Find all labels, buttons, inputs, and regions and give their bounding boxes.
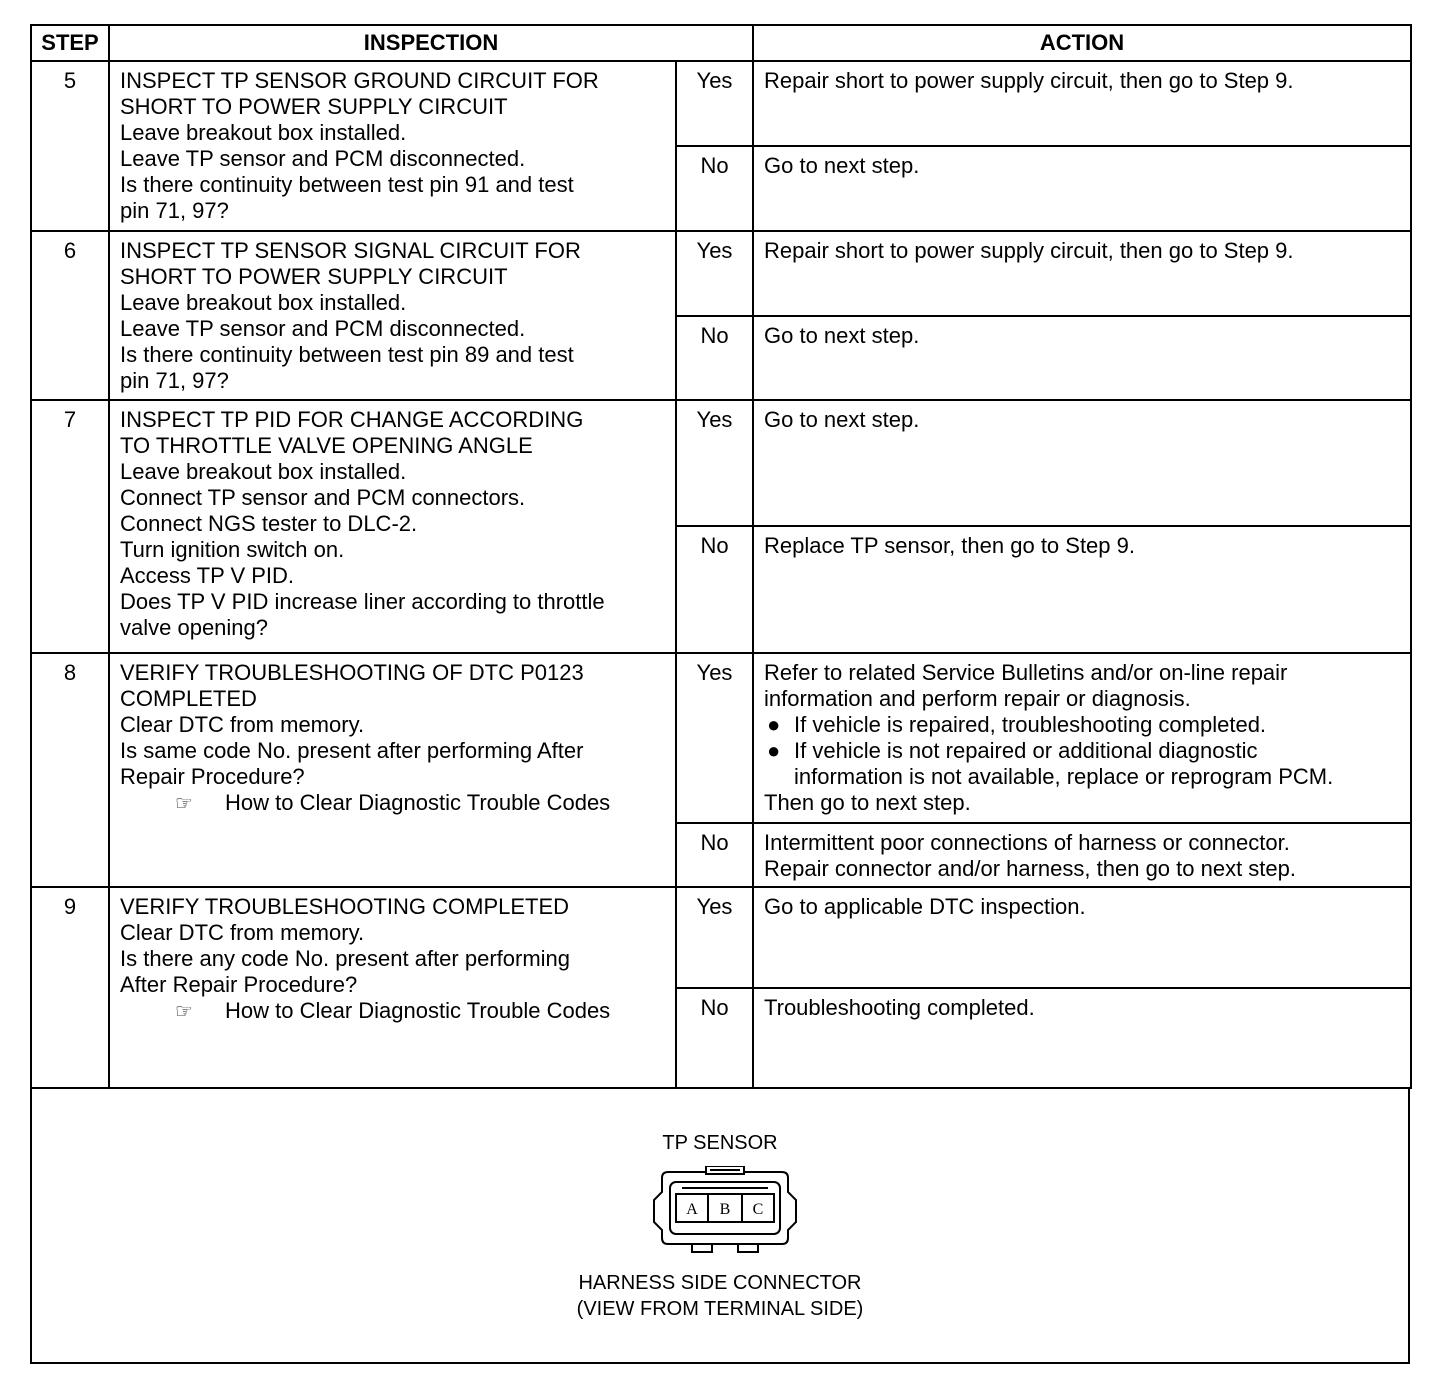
hand-pointer-icon: ☞	[175, 793, 193, 815]
bullet-dot-icon: ●	[767, 712, 781, 737]
bullet-text: If vehicle is not repaired or additional diagnostic	[794, 738, 1258, 763]
inspection-title: VERIFY TROUBLESHOOTING OF DTC P0123	[120, 660, 584, 685]
no-label: No	[676, 823, 753, 887]
bullet-dot-icon: ●	[767, 738, 781, 763]
connector-diagram-panel	[30, 1088, 1410, 1364]
yes-label: Yes	[676, 887, 753, 988]
yes-action: Repair short to power supply circuit, then go to Step 9.	[753, 61, 1411, 146]
no-action: Troubleshooting completed.	[753, 988, 1411, 1088]
no-label: No	[676, 526, 753, 653]
reference-link[interactable]	[120, 790, 665, 817]
inspection-cell	[109, 231, 676, 400]
terminal-a: A	[686, 1201, 698, 1218]
no-label: No	[676, 316, 753, 400]
inspection-line: Access TP V PID.	[120, 563, 295, 588]
inspection-line: Is there continuity between test pin 89 and test	[120, 342, 574, 367]
table-row-step-9	[31, 887, 1411, 988]
no-action: Replace TP sensor, then go to Step 9.	[753, 526, 1411, 653]
table-row-step-6	[31, 231, 1411, 316]
yes-action	[753, 653, 1411, 823]
hand-pointer-icon: ☞	[175, 1001, 193, 1023]
inspection-title: SHORT TO POWER SUPPLY CIRCUIT	[120, 264, 508, 289]
inspection-line: Repair Procedure?	[120, 764, 305, 789]
no-action	[753, 823, 1411, 887]
inspection-line: pin 71, 97?	[120, 368, 229, 393]
connector-caption: HARNESS SIDE CONNECTOR	[578, 1272, 862, 1294]
action-line: Then go to next step.	[764, 790, 971, 815]
inspection-line: Connect NGS tester to DLC-2.	[120, 511, 418, 536]
inspection-line: After Repair Procedure?	[120, 972, 358, 997]
inspection-cell	[109, 887, 676, 1088]
inspection-line: valve opening?	[120, 615, 269, 640]
inspection-title: INSPECT TP SENSOR SIGNAL CIRCUIT FOR	[120, 238, 581, 263]
table-row-step-8	[31, 653, 1411, 823]
yes-action: Go to next step.	[753, 400, 1411, 526]
inspection-line: Is there continuity between test pin 91 and test	[120, 172, 574, 197]
inspection-line: Connect TP sensor and PCM connectors.	[120, 485, 526, 510]
no-action: Go to next step.	[753, 146, 1411, 231]
troubleshooting-table	[30, 24, 1412, 1089]
header-inspection: INSPECTION	[109, 25, 753, 61]
connector-tab	[692, 1244, 712, 1252]
inspection-line: Leave breakout box installed.	[120, 120, 407, 145]
inspection-line: Leave TP sensor and PCM disconnected.	[120, 316, 526, 341]
inspection-line: Is there any code No. present after performing	[120, 946, 571, 971]
bullet-text: If vehicle is repaired, troubleshooting completed.	[794, 712, 1267, 737]
connector-diagram	[648, 1166, 802, 1254]
table-header-row	[31, 25, 1411, 61]
inspection-title: INSPECT TP PID FOR CHANGE ACCORDING	[120, 407, 584, 432]
step-number: 7	[31, 400, 109, 653]
inspection-line: Is same code No. present after performing After	[120, 738, 584, 763]
yes-action: Go to applicable DTC inspection.	[753, 887, 1411, 988]
action-line: Refer to related Service Bulletins and/or on-line repair	[764, 660, 1288, 685]
inspection-line: Turn ignition switch on.	[120, 537, 345, 562]
inspection-line: Clear DTC from memory.	[120, 712, 365, 737]
connector-caption-view: (VIEW FROM TERMINAL SIDE)	[576, 1298, 864, 1320]
reference-text: How to Clear Diagnostic Trouble Codes	[225, 790, 611, 815]
inspection-cell	[109, 61, 676, 231]
action-bullet	[764, 738, 1400, 790]
inspection-title: VERIFY TROUBLESHOOTING COMPLETED	[120, 894, 570, 919]
table-row-step-5	[31, 61, 1411, 146]
inspection-line: Leave breakout box installed.	[120, 290, 407, 315]
inspection-line: Leave breakout box installed.	[120, 459, 407, 484]
step-number: 5	[31, 61, 109, 231]
action-line: information and perform repair or diagnosis.	[764, 686, 1191, 711]
inspection-title: COMPLETED	[120, 686, 257, 711]
inspection-line: Does TP V PID increase liner according to throttle	[120, 589, 605, 614]
no-label: No	[676, 988, 753, 1088]
header-action: ACTION	[753, 25, 1411, 61]
bullet-text: information is not available, replace or reprogram PCM.	[794, 764, 1334, 789]
terminal-c: C	[752, 1201, 764, 1218]
yes-label: Yes	[676, 61, 753, 146]
header-step: STEP	[31, 25, 109, 61]
yes-label: Yes	[676, 653, 753, 823]
table-row-step-7	[31, 400, 1411, 526]
step-number: 6	[31, 231, 109, 400]
connector-title: TP SENSOR	[662, 1132, 778, 1154]
reference-link[interactable]	[120, 998, 665, 1025]
inspection-cell	[109, 400, 676, 653]
step-number: 9	[31, 887, 109, 1088]
step-number: 8	[31, 653, 109, 887]
inspection-title: SHORT TO POWER SUPPLY CIRCUIT	[120, 94, 508, 119]
no-label: No	[676, 146, 753, 231]
connector-tab	[738, 1244, 758, 1252]
action-line: Repair connector and/or harness, then go to next step.	[764, 856, 1296, 881]
inspection-line: Leave TP sensor and PCM disconnected.	[120, 146, 526, 171]
terminal-b: B	[719, 1201, 731, 1218]
inspection-title: TO THROTTLE VALVE OPENING ANGLE	[120, 433, 533, 458]
inspection-line: pin 71, 97?	[120, 198, 229, 223]
action-bullet	[764, 712, 1400, 738]
no-action: Go to next step.	[753, 316, 1411, 400]
reference-text: How to Clear Diagnostic Trouble Codes	[225, 998, 611, 1023]
inspection-line: Clear DTC from memory.	[120, 920, 365, 945]
inspection-title: INSPECT TP SENSOR GROUND CIRCUIT FOR	[120, 68, 599, 93]
yes-action: Repair short to power supply circuit, then go to Step 9.	[753, 231, 1411, 316]
yes-label: Yes	[676, 231, 753, 316]
action-line: Intermittent poor connections of harness or connector.	[764, 830, 1290, 855]
yes-label: Yes	[676, 400, 753, 526]
inspection-cell	[109, 653, 676, 887]
